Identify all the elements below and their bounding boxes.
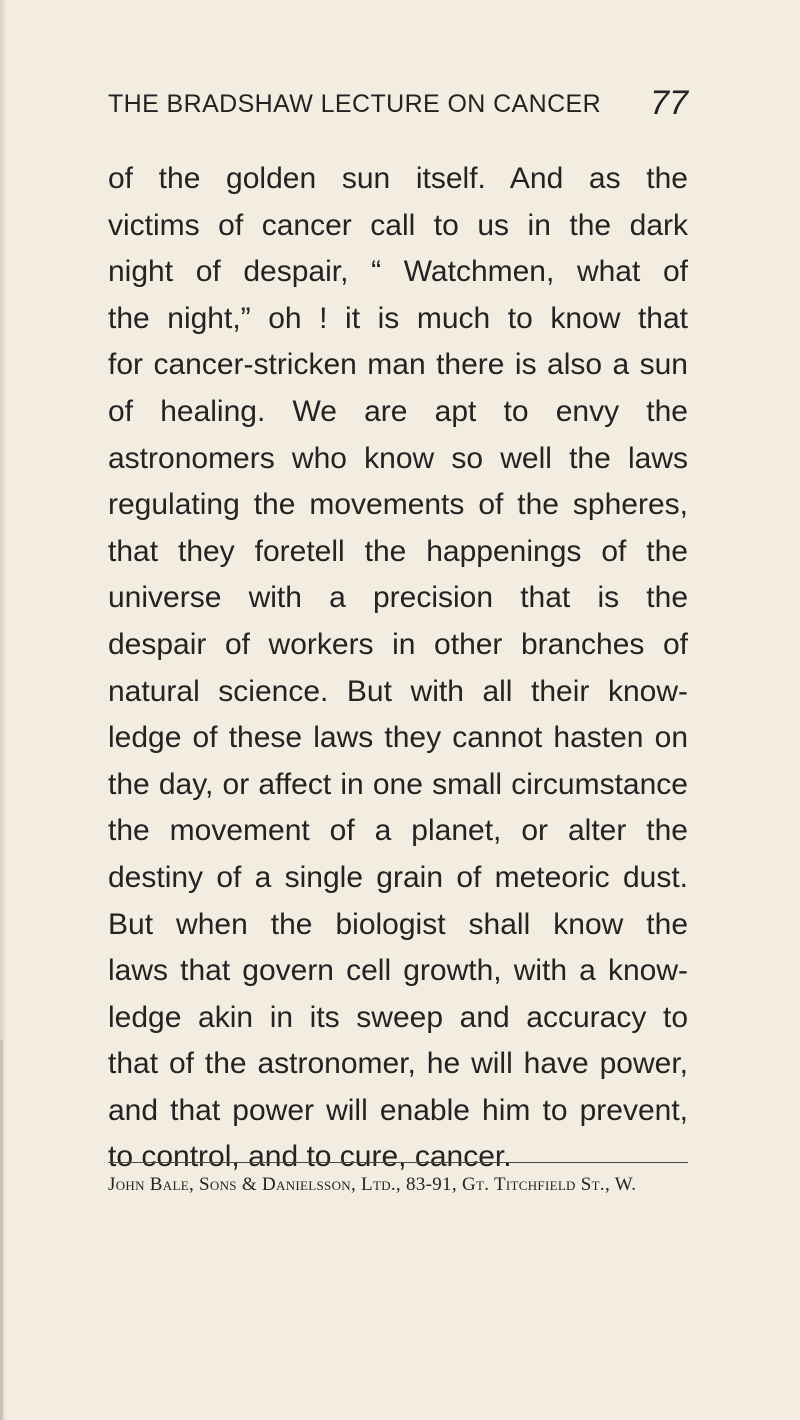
text-line: that they foretell the happenings of the — [108, 534, 688, 568]
text-line: that of the astronomer, he will have power, — [108, 1047, 688, 1081]
text-line: natural science. But with all their know- — [108, 674, 688, 708]
text-line: laws that govern cell growth, with a know- — [108, 954, 688, 988]
text-line: despair of workers in other branches of — [108, 627, 688, 661]
text-line: of the golden sun itself. And as the — [108, 162, 688, 195]
body-text — [108, 156, 688, 1181]
text-line: night of despair, “ Watchmen, what of — [108, 255, 688, 289]
running-title: THE BRADSHAW LECTURE ON CANCER — [108, 90, 602, 118]
text-line: astronomers who know so well the laws — [108, 441, 688, 475]
imprint-divider — [108, 1162, 688, 1163]
text-line: But when the biologist shall know the — [108, 907, 688, 941]
text-line: for cancer-stricken man there is also a sun — [108, 348, 688, 382]
text-line: universe with a precision that is the — [108, 581, 688, 615]
text-line: the day, or affect in one small circumstance — [108, 767, 688, 801]
text-line: to control, and to cure, cancer. — [108, 1140, 512, 1174]
text-line: of healing. We are apt to envy the — [108, 394, 688, 428]
printer-imprint: John Bale, Sons & Danielsson, Ltd., 83-91, Gt. Titchfield St., W. — [108, 1174, 637, 1195]
text-line: ledge akin in its sweep and accuracy to — [108, 1000, 688, 1034]
text-line: the night,” oh ! it is much to know that — [108, 301, 688, 335]
running-head — [108, 84, 688, 124]
text-line: and that power will enable him to prevent, — [108, 1093, 688, 1127]
text-line: victims of cancer call to us in the dark — [108, 208, 688, 242]
page-number: 77 — [650, 84, 688, 122]
text-line: the movement of a planet, or alter the — [108, 814, 688, 848]
text-line: ledge of these laws they cannot hasten on — [108, 721, 688, 755]
page-binding-shadow — [0, 1040, 3, 1420]
text-line: regulating the movements of the spheres, — [108, 488, 688, 522]
text-line: destiny of a single grain of meteoric dust. — [108, 860, 688, 894]
